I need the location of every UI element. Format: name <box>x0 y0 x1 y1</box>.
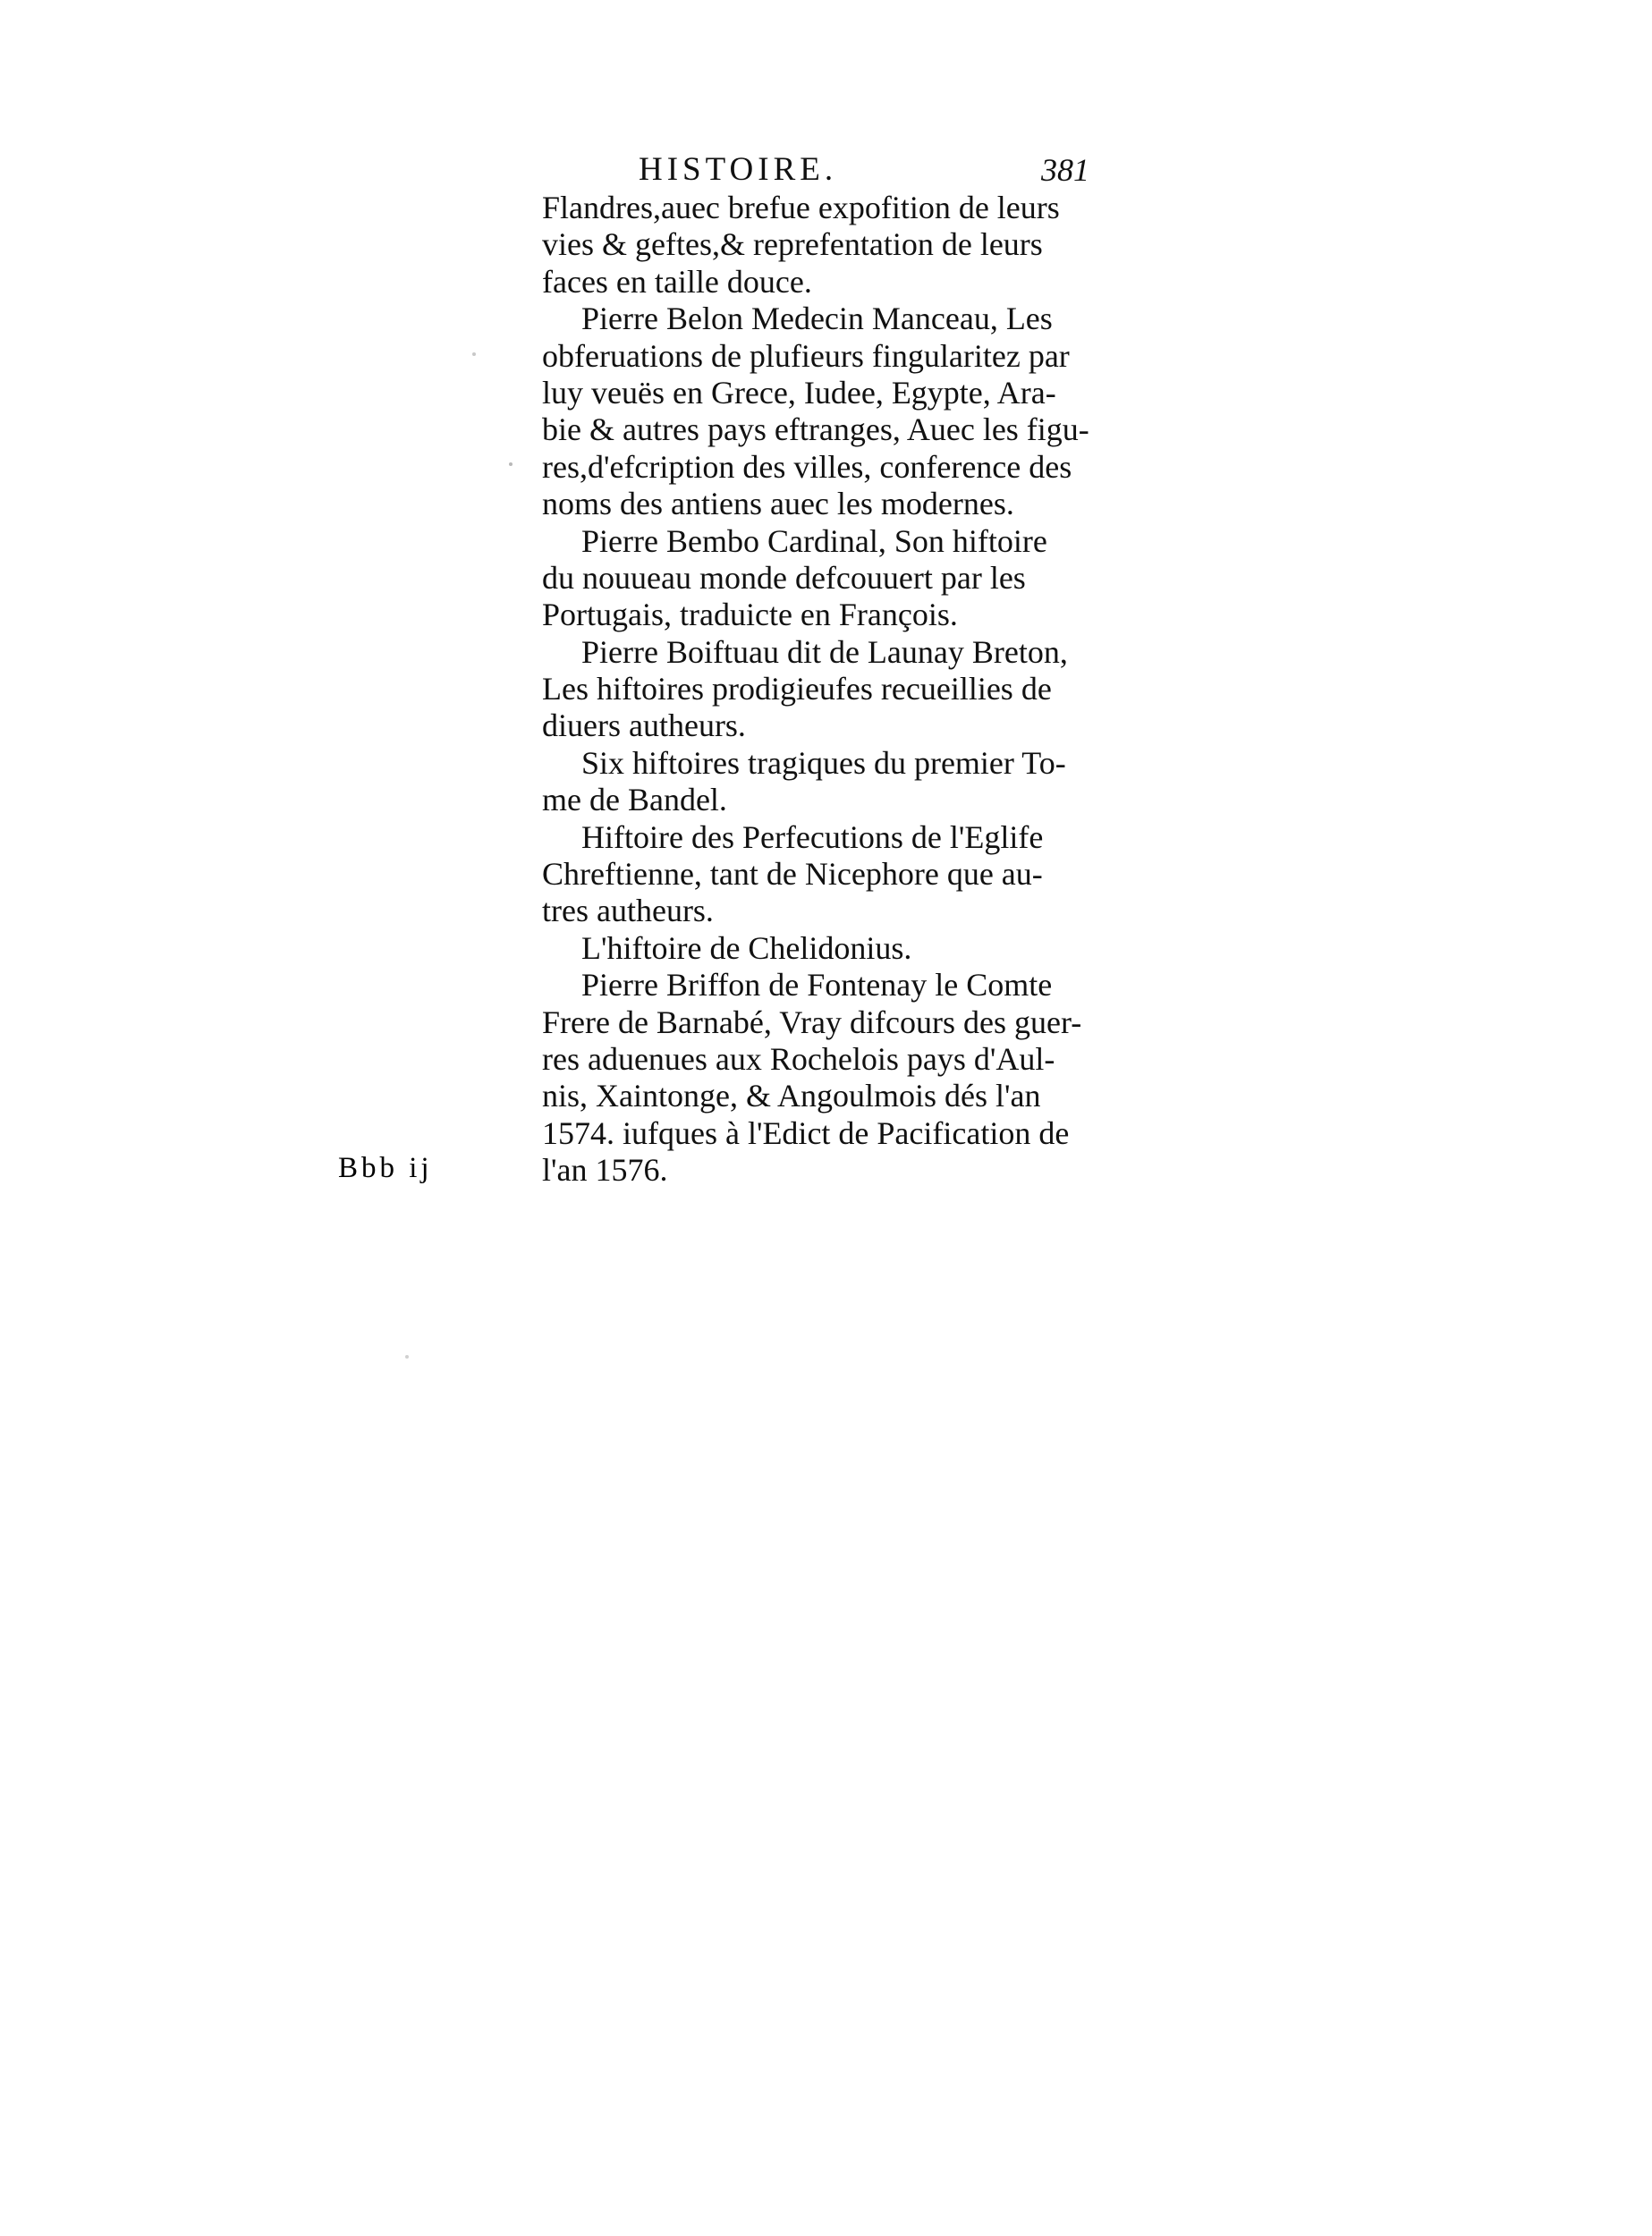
text-line: Hiftoire des Perfecutions de l'Eglife <box>581 818 1044 855</box>
text-line: 1574. iufques à l'Edict de Pacification de <box>542 1114 1070 1151</box>
text-line: Pierre Briffon de Fontenay le Comte <box>581 967 1053 1004</box>
text-line: du nouueau monde defcouuert par les <box>542 559 1026 596</box>
ink-speck <box>405 1355 409 1359</box>
signature-mark: Bbb ij <box>338 1152 433 1184</box>
text-line: vies & geftes,& reprefentation de leurs <box>542 226 1043 263</box>
text-line: Flandres,auec brefue expofition de leurs <box>542 190 1060 225</box>
text-line: faces en taille douce. <box>542 263 812 300</box>
text-line: Chreftienne, tant de Nicephore que au- <box>542 856 1043 893</box>
text-line: res,d'efcription des villes, conference des <box>542 448 1072 485</box>
text-line: Les hiftoires prodigieufes recueillies de <box>542 671 1052 707</box>
text-line: Pierre Boiftuau dit de Launay Breton, <box>581 633 1068 670</box>
text-line: Frere de Barnabé, Vray difcours des guer- <box>542 1004 1082 1040</box>
text-line: Portugais, traduicte en François. <box>542 597 958 633</box>
text-line: res aduenues aux Rochelois pays d'Aul- <box>542 1040 1055 1077</box>
text-block <box>542 150 1106 1190</box>
text-line: nis, Xaintonge, & Angoulmois dés l'an <box>542 1078 1041 1114</box>
text-line: L'hiftoire de Chelidonius. <box>581 929 912 966</box>
page-number: 381 <box>1041 152 1089 188</box>
text-line: bie & autres pays eftranges, Auec les figu- <box>542 411 1089 448</box>
ink-speck <box>509 462 513 466</box>
text-line: luy veuës en Grece, Iudee, Egypte, Ara- <box>542 374 1056 411</box>
running-title: HISTOIRE. <box>639 151 838 188</box>
text-line: tres autheurs. <box>542 893 714 929</box>
body-text <box>542 190 1106 1190</box>
text-line: noms des antiens auec les modernes. <box>542 486 1014 522</box>
text-line: l'an 1576. <box>542 1152 668 1189</box>
text-line: Pierre Belon Medecin Manceau, Les <box>581 301 1053 337</box>
running-head <box>542 150 1106 190</box>
text-line: obferuations de plufieurs fingularitez par <box>542 337 1070 374</box>
ink-speck <box>472 352 476 356</box>
text-line: me de Bandel. <box>542 782 727 818</box>
text-line: diuers autheurs. <box>542 707 746 744</box>
text-line: Six hiftoires tragiques du premier To- <box>581 744 1066 781</box>
text-line: Pierre Bembo Cardinal, Son hiftoire <box>581 522 1047 559</box>
